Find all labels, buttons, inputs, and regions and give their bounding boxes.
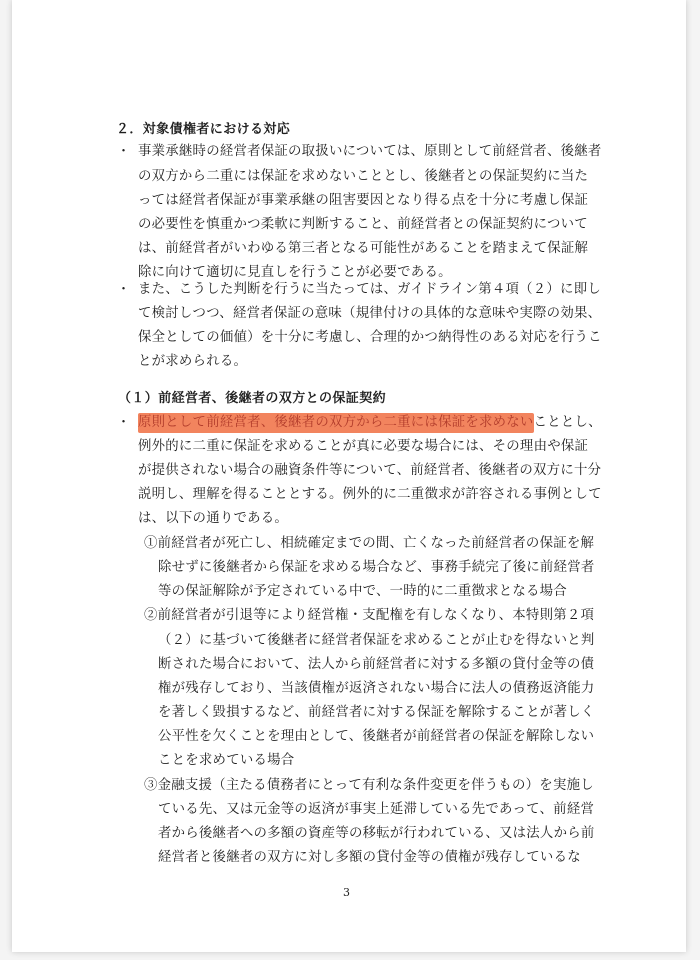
paragraph-line: 保全としての価値）を十分に考慮し、合理的かつ納得性のある対応を行うこ [138,330,602,345]
section-heading: ２．対象債権者における対応 [116,122,291,137]
paragraph-line: 事業承継時の経営者保証の取扱いについては、原則として前経営者、後継者 [138,144,602,159]
paragraph-line: の必要性を慎重かつ柔軟に判断すること、前経営者との保証契約について [138,217,588,232]
list-item-line: を著しく毀損するなど、前経営者に対する保証を解除することが著しく [158,705,595,720]
paragraph-line: が提供されない場合の融資条件等について、前経営者、後継者の双方に十分 [138,463,602,478]
list-item-line: 権が残存しており、当該債権が返済されない場合に法人の債務返済能力 [158,681,595,696]
bullet-marker: ・ [117,282,131,297]
list-item-line: ③金融支援（主たる債務者にとって有利な条件変更を伴うもの）を実施し [144,778,594,793]
list-item-line: 除せずに後継者から保証を求める場合など、事務手続完了後に前経営者 [158,560,595,575]
list-item-line: 等の保証解除が予定されている中で、一時的に二重徴求となる場合 [158,584,567,599]
highlight-trailing-text: こととし、 [533,415,602,430]
paragraph-line: 説明し、理解を得ることとする。例外的に二重徴求が許容される事例として [138,487,602,502]
paragraph-line: また、こうした判断を行うに当たっては、ガイドライン第４項（２）に即し [138,282,601,297]
paragraph-line: とが求められる。 [138,354,248,369]
paragraph-line: 除に向けて適切に見直しを行うことが必要である。 [138,265,452,280]
list-item-line: ている先、又は元金等の返済が事実上延滞している先であって、前経営 [158,802,595,817]
paragraph-line: の双方から二重には保証を求めないこととし、後継者との保証契約に当た [138,169,589,184]
list-item-line: ことを求めている場合 [158,753,295,768]
paragraph-line: 例外的に二重に保証を求めることが真に必要な場合には、その理由や保証 [138,439,589,454]
list-item-line: 者から後継者への多額の資産等の移転が行われている、又は法人から前 [158,826,595,841]
paragraph-line: っては経営者保証が事業承継の阻害要因となり得る点を十分に考慮し保証 [138,193,589,208]
subsection-heading: （１）前経営者、後継者の双方との保証契約 [118,391,387,406]
bullet-marker: ・ [117,144,131,159]
bullet-marker: ・ [117,415,131,430]
paragraph-line-highlighted [138,416,602,429]
list-item-line: 断された場合において、法人から前経営者に対する多額の貸付金等の債 [158,657,595,672]
document-page [12,0,686,952]
list-item-line: 公平性を欠くことを理由として、後継者が前経営者の保証を解除しない [158,729,595,744]
list-item-line: 経営者と後継者の双方に対し多額の貸付金等の債権が残存しているな [158,850,581,865]
paragraph-line: は、前経営者がいわゆる第三者となる可能性があることを踏まえて保証解 [138,241,589,256]
list-item-line: ①前経営者が死亡し、相続確定までの間、亡くなった前経営者の保証を解 [144,536,595,551]
list-item-line: ②前経営者が引退等により経営権・支配権を有しなくなり、本特則第２項 [144,608,595,623]
page-number: 3 [343,886,350,899]
paragraph-line: て検討しつつ、経営者保証の意味（規律付けの具体的な意味や実際の効果、 [138,306,602,321]
text-highlight: 原則として前経営者、後継者の双方から二重には保証を求めない [138,413,534,433]
list-item-line: （２）に基づいて後継者に経営者保証を求めることが止むを得ないと判 [158,633,595,648]
paragraph-line: は、以下の通りである。 [138,511,289,526]
